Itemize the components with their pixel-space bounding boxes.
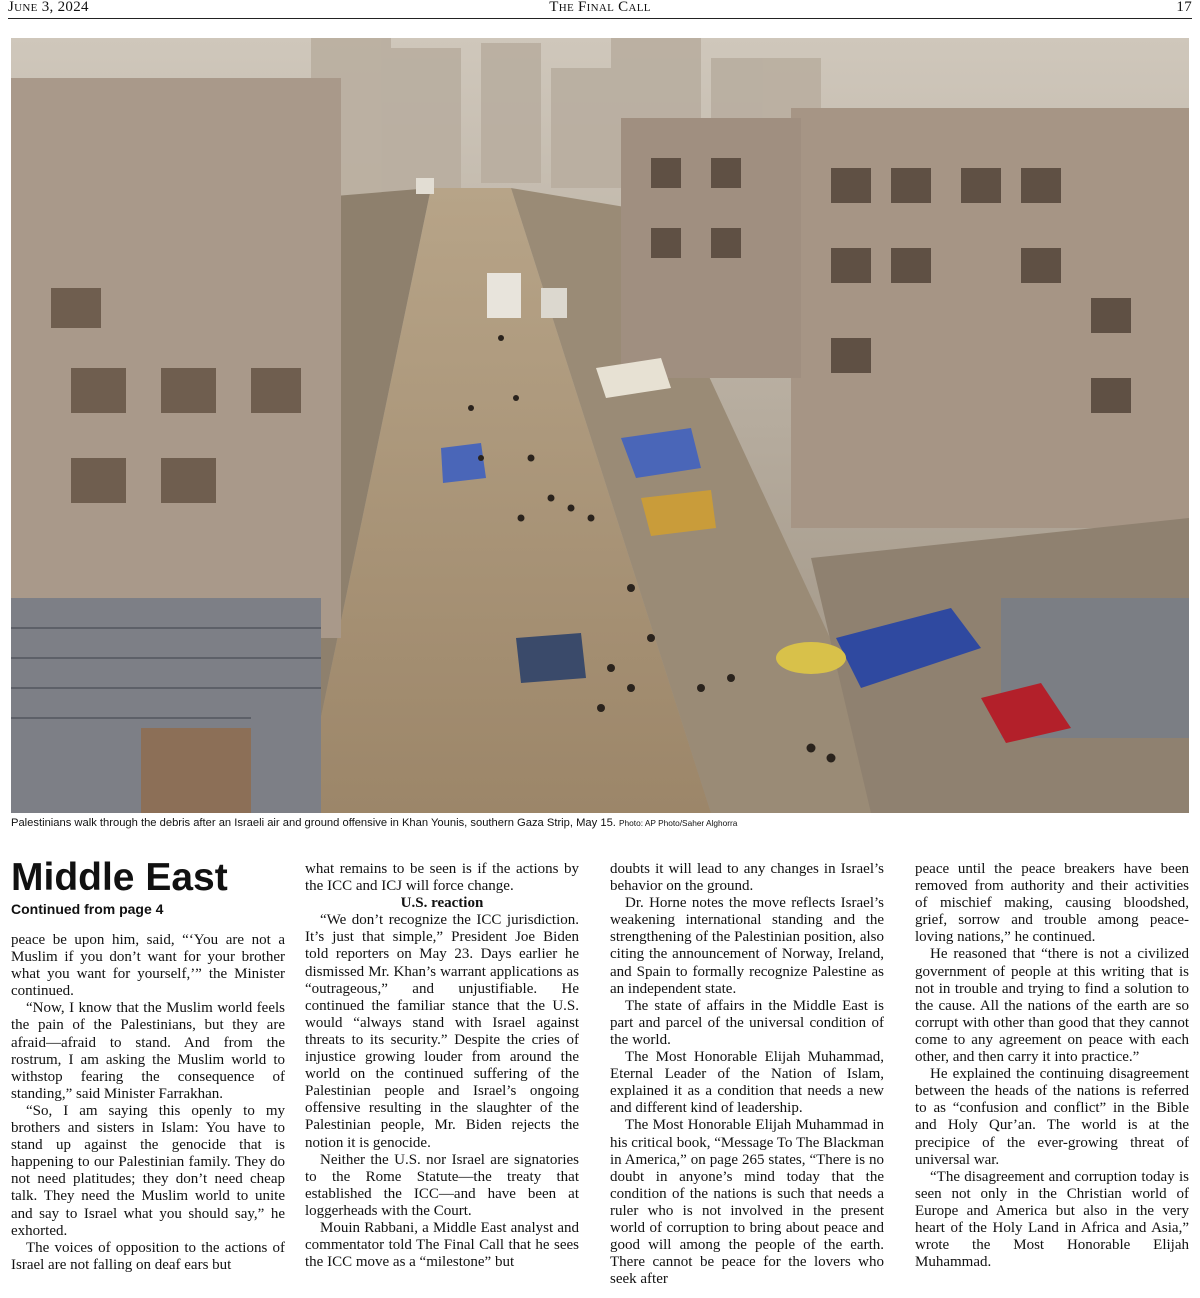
photo-caption bbox=[11, 817, 1189, 829]
news-photo bbox=[11, 38, 1189, 813]
photo-credit: Photo: AP Photo/Saher Alghorra bbox=[619, 818, 738, 828]
paragraph: The Most Honorable Elijah Muhammad, Eternal Leader of the Nation of Islam, explained it as a condition that needs a new and different kind of leadership. bbox=[610, 1049, 884, 1117]
article-column-1 bbox=[11, 932, 285, 1274]
paragraph: He explained the continuing disagreement between the heads of the nations is referred to as “confusion and conflict” in the Bible and Holy Qur’an. The world is at the precipice of the ever-growing threat of universal war. bbox=[915, 1066, 1189, 1168]
paragraph: “We don’t recognize the ICC jurisdiction. It’s just that simple,” President Joe Biden told reporters on May 23. Days earlier he dismissed Mr. Khan’s warrant applications as “outrageous,” and unjustifiable. He continued the familiar stance that the U.S. would “always stand with Israel against threats to its security.” Despite the cries of injustice growing louder from around the world on the continued suffering of the Palestinian people and Israel’s ongoing offensive resulting in the slaughter of the Palestinian people, Mr. Biden rejects the notion it is genocide. bbox=[305, 912, 579, 1151]
paragraph: Neither the U.S. nor Israel are signatories to the Rome Statute—the treaty that established the ICC—and have been at loggerheads with the Court. bbox=[305, 1151, 579, 1219]
page-number: 17 bbox=[1176, 0, 1192, 15]
caption-text: Palestinians walk through the debris after an Israeli air and ground offensive in Khan Younis, southern Gaza Strip, May 15. bbox=[11, 817, 616, 829]
paragraph: Dr. Horne notes the move reflects Israel’s weakening international standing and the strengthening of the Palestinian position, also citing the announcement of Norway, Ireland, and Spain to formally recognize Palestine as an independent state. bbox=[610, 895, 884, 997]
paragraph: The voices of opposition to the actions of Israel are not falling on deaf ears but bbox=[11, 1239, 285, 1273]
paragraph: peace until the peace breakers have been removed from authority and their activities of mischief making, causing bloodshed, grief, sorrow and trouble among peace-loving nations,” he continued. bbox=[915, 861, 1189, 946]
paragraph: doubts it will lead to any changes in Israel’s behavior on the ground. bbox=[610, 861, 884, 895]
paragraph: The Most Honorable Elijah Muhammad in his critical book, “Message To The Blackman in America,” on page 265 states, “There is no doubt in anyone’s mind today that the condition of the nations is such that needs a ruler who is not involved in the present world of corruption to bring about peace and good will among the people of the earth. There cannot be peace for the lovers who seek after bbox=[610, 1117, 884, 1288]
paragraph: “Now, I know that the Muslim world feels the pain of the Palestinians, but they are afraid—afraid to stand. And from the rostrum, I am asking the Muslim world to withstop fearing the consequence of standing,” said Minister Farrakhan. bbox=[11, 1000, 285, 1102]
article-column-4 bbox=[915, 861, 1189, 1271]
paragraph: Mouin Rabbani, a Middle East analyst and commentator told The Final Call that he sees the ICC move as a “milestone” but bbox=[305, 1219, 579, 1271]
article-headline: Middle East bbox=[11, 856, 228, 899]
paragraph: peace be upon him, said, “‘You are not a Muslim if you don’t want for your brother what you want for yourself,’” the Minister continued. bbox=[11, 932, 285, 1000]
paragraph: The state of affairs in the Middle East is part and parcel of the universal condition of the world. bbox=[610, 997, 884, 1048]
page-header bbox=[8, 0, 1192, 19]
paragraph: He reasoned that “there is not a civilized government of people at this writing that is not in trouble and trying to find a solution to the cause. All the nations of the earth are so corrupt with other than good that they cannot come to any agreement on peace with each other, and then carry it into practice.” bbox=[915, 946, 1189, 1066]
publication-name: The Final Call bbox=[549, 0, 651, 15]
paragraph: what remains to be seen is if the actions by the ICC and ICJ will force change. bbox=[305, 861, 579, 895]
paragraph: “So, I am saying this openly to my brothers and sisters in Islam: You have to stand up against the genocide that is happening to our Palestinian family. They do not need platitudes; they don’t need cheap talk. They need the Muslim world to unite and say to Israel what you should say,” he exhorted. bbox=[11, 1102, 285, 1239]
article-column-3 bbox=[610, 861, 884, 1288]
issue-date: June 3, 2024 bbox=[8, 0, 89, 15]
article-column-2 bbox=[305, 861, 579, 1271]
paragraph: “The disagreement and corruption today is seen not only in the Christian world of Europe and America but also in the very heart of the Holy Land in Africa and Asia,” wrote the Most Honorable Elijah Muhammad. bbox=[915, 1168, 1189, 1271]
continued-line: Continued from page 4 bbox=[11, 901, 164, 917]
section-subhead: U.S. reaction bbox=[400, 895, 484, 912]
